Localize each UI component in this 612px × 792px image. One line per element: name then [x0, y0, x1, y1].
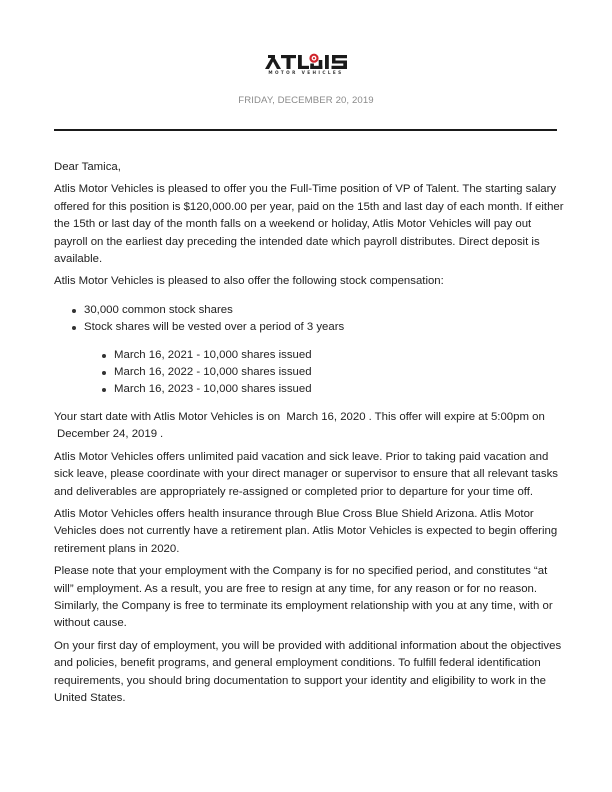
stock-compensation-list: [54, 302, 564, 399]
list-item: [84, 319, 564, 399]
stock-intro-paragraph: Atlis Motor Vehicles is pleased to also offer the following stock compensation:: [54, 275, 444, 288]
list-item: [84, 302, 564, 319]
letter-body: [54, 159, 564, 712]
start-date-suffix: .: [160, 428, 164, 441]
insurance-paragraph: Atlis Motor Vehicles offers health insurance through Blue Cross Blue Shield Arizona. Atlis Motor Vehicles does not currently have a retirement plan. Atlis Motor Vehicles is expected to begin offering retirement plans in 2020.: [54, 507, 558, 555]
list-item: [114, 381, 564, 398]
start-date-value: March 16, 2020: [286, 410, 366, 423]
company-logo: [264, 52, 348, 78]
at-will-paragraph: Please note that your employment with the Company is for no specified period, and constitutes “at will” employment. As a result, you are free to resign at any time, for any reason or for no reason. Similarly, the Company is free to terminate its employment relationship with you at any time, with or without cause.: [54, 565, 553, 630]
atlis-logo-icon: [264, 52, 348, 70]
logo-tagline: MOTOR VEHICLES: [268, 70, 344, 75]
bullet-icon: [72, 326, 76, 330]
vesting-schedule-list: [84, 347, 564, 399]
letterhead: [0, 52, 612, 83]
list-item: [114, 364, 564, 381]
position-paragraph: Atlis Motor Vehicles is pleased to offer you the Full-Time position of VP of Talent. The starting salary offered for this position is $120,000.00 per year, paid on the 15th and last day of each month. If either the 15th or last day of the month falls on a weekend or holiday, Atlis Motor Vehicles will pay out payroll on the earliest day preceding the intended date which payroll distributes. Direct deposit is available.: [54, 183, 564, 266]
start-date-paragraph: [54, 409, 564, 444]
bullet-icon: [102, 354, 106, 358]
list-item: [114, 347, 564, 364]
list-item-text: 30,000 common stock shares: [84, 303, 233, 316]
start-date-prefix: Your start date with Atlis Motor Vehicles is on: [54, 410, 284, 423]
header-divider: [54, 129, 557, 131]
greeting: Dear Tamica,: [54, 161, 121, 173]
list-item-text: Stock shares will be vested over a period of 3 years: [84, 321, 345, 334]
list-item-text: March 16, 2023 - 10,000 shares issued: [114, 383, 312, 396]
letter-date: FRIDAY, DECEMBER 20, 2019: [238, 95, 374, 106]
list-item-text: March 16, 2022 - 10,000 shares issued: [114, 366, 312, 379]
expiry-date-value: December 24, 2019: [57, 428, 158, 441]
list-item-text: March 16, 2021 - 10,000 shares issued: [114, 348, 312, 361]
bullet-icon: [72, 309, 76, 313]
first-day-paragraph: On your first day of employment, you will be provided with additional information about the objectives and policies, benefit programs, and general employment conditions. To fulfill federal identification requirements, you should bring documentation to support your identity and eligibility to work in the United States.: [54, 639, 562, 704]
start-date-middle: . This offer will expire at 5:00pm on: [368, 410, 545, 423]
vacation-paragraph: Atlis Motor Vehicles offers unlimited paid vacation and sick leave. Prior to taking paid vacation and sick leave, please coordinate with your direct manager or supervisor to ensure that all relevant tasks and deliverables are appropriately re-assigned or completed prior to departure for your time off.: [54, 450, 558, 498]
bullet-icon: [102, 371, 106, 375]
bullet-icon: [102, 388, 106, 392]
